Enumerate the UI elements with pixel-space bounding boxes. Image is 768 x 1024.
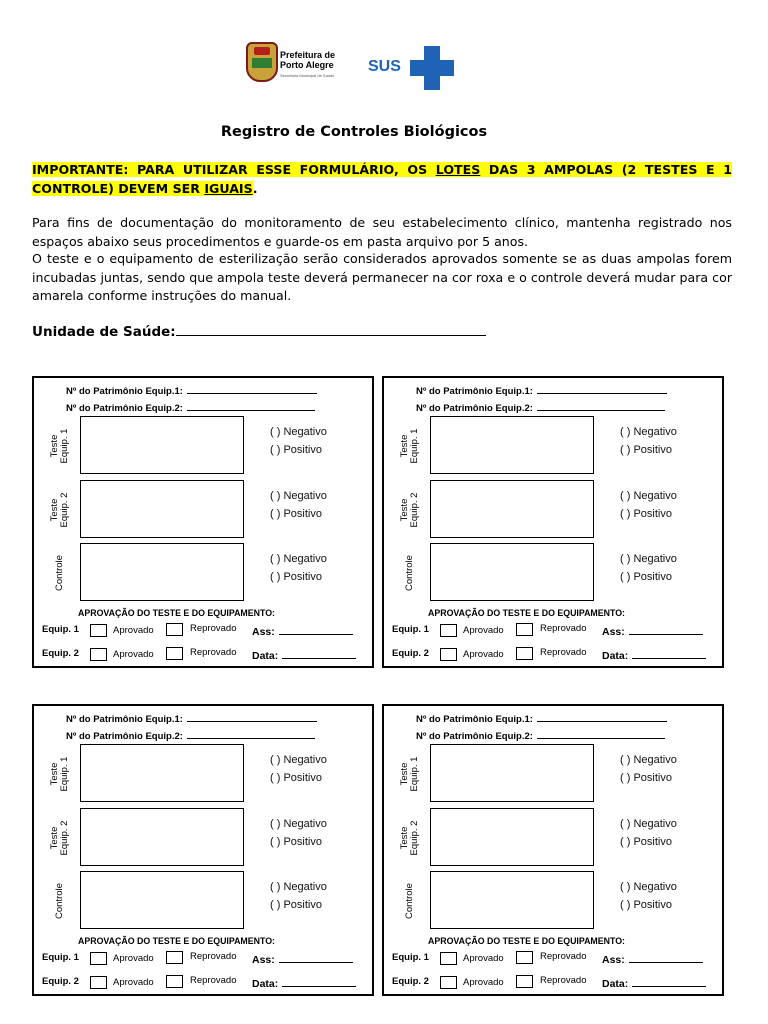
equip1-reprovado-label: Reprovado <box>190 623 237 634</box>
ass-line[interactable] <box>629 625 703 635</box>
patrimonio-equip1-line[interactable] <box>537 712 667 722</box>
equip2-aprovado-label: Aprovado <box>463 649 504 660</box>
equip1-label: Equip. 1 <box>42 952 79 963</box>
teste-equip1-positivo[interactable]: ( ) Positivo <box>270 772 322 784</box>
important-notice <box>32 160 732 198</box>
ass-line[interactable] <box>279 625 353 635</box>
ass-line[interactable] <box>629 953 703 963</box>
ass-line[interactable] <box>279 953 353 963</box>
teste-equip2-side-label <box>390 808 430 868</box>
teste-equip2-row <box>34 808 372 868</box>
patrimonio-equip1 <box>416 384 667 397</box>
data-line[interactable] <box>632 977 706 987</box>
instructions-paragraph-2: O teste e o equipamento de esterilização serão considerados aprovados somente se as duas ampolas forem incubadas juntas, sendo que ampola teste deverá permanecer na cor roxa e o controle deverá mudar para cor amarela conforme instruções do manual. <box>32 251 732 303</box>
controle-side-label <box>390 543 430 603</box>
equip2-label: Equip. 2 <box>392 976 429 987</box>
equip2-label: Equip. 2 <box>42 976 79 987</box>
important-iguais: IGUAIS <box>204 181 253 196</box>
equip1-reprovado-checkbox[interactable] <box>166 951 183 964</box>
equip-label: Equip. 2 <box>59 820 70 856</box>
teste-equip2-box[interactable] <box>80 808 244 866</box>
teste-label: Teste <box>49 762 60 786</box>
controle-positivo[interactable]: ( ) Positivo <box>620 899 672 911</box>
ass-label: Ass: <box>252 954 275 966</box>
equip-label: Equip. 1 <box>409 756 420 792</box>
teste-equip2-box[interactable] <box>430 480 594 538</box>
teste-equip2-positivo[interactable]: ( ) Positivo <box>270 836 322 848</box>
teste-equip1-box[interactable] <box>80 416 244 474</box>
equip2-reprovado-checkbox[interactable] <box>166 647 183 660</box>
equip1-label: Equip. 1 <box>392 952 429 963</box>
patrimonio-equip2-label: Nº do Patrimônio Equip.2: <box>66 731 183 742</box>
teste-label: Teste <box>49 826 60 850</box>
teste-equip2-row <box>384 808 722 868</box>
teste-equip1-box[interactable] <box>430 416 594 474</box>
equip2-label: Equip. 2 <box>42 648 79 659</box>
teste-equip2-box[interactable] <box>430 808 594 866</box>
controle-row <box>384 871 722 931</box>
equip2-reprovado-label: Reprovado <box>540 975 587 986</box>
aprovacao-heading: APROVAÇÃO DO TESTE E DO EQUIPAMENTO: <box>428 608 625 618</box>
equip1-aprovado-label: Aprovado <box>113 953 154 964</box>
equip1-reprovado-label: Reprovado <box>540 951 587 962</box>
equip1-aprovado-checkbox[interactable] <box>440 624 457 637</box>
instructions-paragraph-1: Para fins de documentação do monitoramento de seu estabelecimento clínico, mantenha registrado nos espaços abaixo seus procedimentos e guarde-os em pasta arquivo por 5 anos. <box>32 215 732 249</box>
teste-equip2-positivo[interactable]: ( ) Positivo <box>620 836 672 848</box>
controle-positivo[interactable]: ( ) Positivo <box>270 899 322 911</box>
teste-equip1-row <box>34 416 372 476</box>
ass-label: Ass: <box>602 626 625 638</box>
patrimonio-equip1-line[interactable] <box>187 384 317 394</box>
controle-negativo[interactable]: ( ) Negativo <box>620 881 677 893</box>
controle-row <box>384 543 722 603</box>
teste-equip1-row <box>34 744 372 804</box>
patrimonio-equip2-line[interactable] <box>187 401 315 411</box>
equip1-reprovado-checkbox[interactable] <box>516 623 533 636</box>
patrimonio-equip1-label: Nº do Patrimônio Equip.1: <box>66 714 183 725</box>
equip2-reprovado-checkbox[interactable] <box>166 975 183 988</box>
patrimonio-equip1 <box>416 712 667 725</box>
teste-equip2-side-label <box>40 480 80 540</box>
teste-label: Teste <box>399 762 410 786</box>
teste-equip2-box[interactable] <box>80 480 244 538</box>
equip1-aprovado-label: Aprovado <box>463 625 504 636</box>
patrimonio-equip2-label: Nº do Patrimônio Equip.2: <box>416 403 533 414</box>
equip2-reprovado-checkbox[interactable] <box>516 975 533 988</box>
controle-label: Controle <box>54 883 65 919</box>
controle-negativo[interactable]: ( ) Negativo <box>270 881 327 893</box>
equip2-label: Equip. 2 <box>392 648 429 659</box>
teste-equip1-positivo[interactable]: ( ) Positivo <box>620 772 672 784</box>
registro-card <box>382 704 724 996</box>
equip2-aprovado-checkbox[interactable] <box>90 976 107 989</box>
data-field <box>252 649 356 662</box>
data-label: Data: <box>602 978 629 990</box>
teste-equip1-negativo[interactable]: ( ) Negativo <box>620 754 677 766</box>
teste-label: Teste <box>399 498 410 522</box>
teste-equip1-side-label <box>390 744 430 804</box>
important-text-2: DAS 3 AMPOLAS (2 TESTES E 1 CONTROLE) DEVEM SER <box>32 162 732 196</box>
ass-field <box>252 953 353 966</box>
data-label: Data: <box>252 978 279 990</box>
sus-logo-text: SUS <box>368 58 401 75</box>
equip1-aprovado-checkbox[interactable] <box>90 624 107 637</box>
sus-cross-icon <box>410 46 454 90</box>
data-label: Data: <box>602 650 629 662</box>
teste-equip2-negativo[interactable]: ( ) Negativo <box>270 818 327 830</box>
registro-card <box>382 376 724 668</box>
equip-label: Equip. 2 <box>409 492 420 528</box>
teste-equip1-box[interactable] <box>430 744 594 802</box>
patrimonio-equip1 <box>66 712 317 725</box>
patrimonio-equip2 <box>66 729 315 742</box>
teste-equip2-row <box>34 480 372 540</box>
ass-field <box>252 625 353 638</box>
equip-label: Equip. 2 <box>59 492 70 528</box>
equip1-reprovado-label: Reprovado <box>190 951 237 962</box>
unidade-saude-label: Unidade de Saúde: <box>32 324 176 340</box>
ass-field <box>602 953 703 966</box>
teste-equip1-row <box>384 416 722 476</box>
equip1-reprovado-checkbox[interactable] <box>516 951 533 964</box>
equip-label: Equip. 1 <box>409 428 420 464</box>
teste-equip2-row <box>384 480 722 540</box>
registro-card <box>32 704 374 996</box>
teste-equip2-negativo[interactable]: ( ) Negativo <box>620 490 677 502</box>
equip1-reprovado-label: Reprovado <box>540 623 587 634</box>
equip2-aprovado-label: Aprovado <box>113 649 154 660</box>
patrimonio-equip1 <box>66 384 317 397</box>
teste-equip2-negativo[interactable]: ( ) Negativo <box>620 818 677 830</box>
equip-label: Equip. 2 <box>409 820 420 856</box>
equip2-aprovado-label: Aprovado <box>463 977 504 988</box>
controle-side-label <box>40 871 80 931</box>
patrimonio-equip1-line[interactable] <box>187 712 317 722</box>
equip2-aprovado-checkbox[interactable] <box>440 976 457 989</box>
teste-equip1-box[interactable] <box>80 744 244 802</box>
teste-equip1-negativo[interactable]: ( ) Negativo <box>270 426 327 438</box>
teste-equip1-positivo[interactable]: ( ) Positivo <box>270 444 322 456</box>
data-line[interactable] <box>282 649 356 659</box>
data-field <box>602 649 706 662</box>
porto-alegre-crest-icon <box>246 42 278 82</box>
controle-label: Controle <box>404 883 415 919</box>
document-title: Registro de Controles Biológicos <box>220 124 488 140</box>
data-field <box>602 977 706 990</box>
controle-negativo[interactable]: ( ) Negativo <box>620 553 677 565</box>
equip-label: Equip. 1 <box>59 428 70 464</box>
equip1-aprovado-label: Aprovado <box>113 625 154 636</box>
data-line[interactable] <box>282 977 356 987</box>
controle-label: Controle <box>404 555 415 591</box>
prefeitura-logo-text: Prefeitura de Porto Alegre <box>280 50 336 70</box>
controle-row <box>34 871 372 931</box>
important-text-1: IMPORTANTE: PARA UTILIZAR ESSE FORMULÁRIO, OS <box>32 162 436 177</box>
teste-equip2-positivo[interactable]: ( ) Positivo <box>270 508 322 520</box>
header-logos <box>246 40 461 90</box>
unidade-saude-input-line[interactable] <box>176 323 486 336</box>
unidade-saude-field <box>32 323 486 340</box>
equip2-aprovado-checkbox[interactable] <box>440 648 457 661</box>
teste-equip1-side-label <box>40 416 80 476</box>
patrimonio-equip2 <box>416 401 665 414</box>
equip2-reprovado-label: Reprovado <box>190 647 237 658</box>
patrimonio-equip2 <box>416 729 665 742</box>
teste-label: Teste <box>49 498 60 522</box>
aprovacao-heading: APROVAÇÃO DO TESTE E DO EQUIPAMENTO: <box>78 936 275 946</box>
prefeitura-logo <box>246 42 341 84</box>
teste-equip2-side-label <box>40 808 80 868</box>
teste-equip1-positivo[interactable]: ( ) Positivo <box>620 444 672 456</box>
teste-equip1-row <box>384 744 722 804</box>
equip1-reprovado-checkbox[interactable] <box>166 623 183 636</box>
teste-equip2-side-label <box>390 480 430 540</box>
equip2-reprovado-label: Reprovado <box>190 975 237 986</box>
controle-negativo[interactable]: ( ) Negativo <box>270 553 327 565</box>
important-end: . <box>252 181 258 196</box>
important-lotes: LOTES <box>435 162 481 177</box>
registro-card <box>32 376 374 668</box>
patrimonio-equip2 <box>66 401 315 414</box>
controle-box[interactable] <box>80 543 244 601</box>
equip1-aprovado-checkbox[interactable] <box>90 952 107 965</box>
controle-box[interactable] <box>430 543 594 601</box>
teste-equip1-side-label <box>390 416 430 476</box>
equip1-aprovado-label: Aprovado <box>463 953 504 964</box>
aprovacao-heading: APROVAÇÃO DO TESTE E DO EQUIPAMENTO: <box>78 608 275 618</box>
patrimonio-equip1-label: Nº do Patrimônio Equip.1: <box>416 714 533 725</box>
data-field <box>252 977 356 990</box>
equip2-aprovado-label: Aprovado <box>113 977 154 988</box>
controle-row <box>34 543 372 603</box>
equip2-reprovado-label: Reprovado <box>540 647 587 658</box>
controle-positivo[interactable]: ( ) Positivo <box>270 571 322 583</box>
equip1-aprovado-checkbox[interactable] <box>440 952 457 965</box>
aprovacao-heading: APROVAÇÃO DO TESTE E DO EQUIPAMENTO: <box>428 936 625 946</box>
patrimonio-equip2-label: Nº do Patrimônio Equip.2: <box>66 403 183 414</box>
patrimonio-equip1-line[interactable] <box>537 384 667 394</box>
teste-equip1-negativo[interactable]: ( ) Negativo <box>620 426 677 438</box>
teste-equip1-side-label <box>40 744 80 804</box>
sus-logo <box>368 46 458 90</box>
teste-equip1-negativo[interactable]: ( ) Negativo <box>270 754 327 766</box>
teste-label: Teste <box>399 434 410 458</box>
controle-side-label <box>390 871 430 931</box>
patrimonio-equip1-label: Nº do Patrimônio Equip.1: <box>66 386 183 397</box>
teste-label: Teste <box>49 434 60 458</box>
equip1-label: Equip. 1 <box>42 624 79 635</box>
teste-equip2-negativo[interactable]: ( ) Negativo <box>270 490 327 502</box>
patrimonio-equip2-line[interactable] <box>187 729 315 739</box>
equip1-label: Equip. 1 <box>392 624 429 635</box>
controle-side-label <box>40 543 80 603</box>
patrimonio-equip2-line[interactable] <box>537 729 665 739</box>
teste-label: Teste <box>399 826 410 850</box>
patrimonio-equip2-line[interactable] <box>537 401 665 411</box>
data-label: Data: <box>252 650 279 662</box>
ass-label: Ass: <box>602 954 625 966</box>
data-line[interactable] <box>632 649 706 659</box>
controle-label: Controle <box>54 555 65 591</box>
patrimonio-equip1-label: Nº do Patrimônio Equip.1: <box>416 386 533 397</box>
patrimonio-equip2-label: Nº do Patrimônio Equip.2: <box>416 731 533 742</box>
controle-box[interactable] <box>430 871 594 929</box>
equip2-aprovado-checkbox[interactable] <box>90 648 107 661</box>
teste-equip2-positivo[interactable]: ( ) Positivo <box>620 508 672 520</box>
equip-label: Equip. 1 <box>59 756 70 792</box>
important-highlight <box>32 162 732 196</box>
equip2-reprovado-checkbox[interactable] <box>516 647 533 660</box>
controle-box[interactable] <box>80 871 244 929</box>
ass-label: Ass: <box>252 626 275 638</box>
controle-positivo[interactable]: ( ) Positivo <box>620 571 672 583</box>
ass-field <box>602 625 703 638</box>
prefeitura-logo-subtext: Secretaria Municipal de Saúde <box>280 73 335 78</box>
